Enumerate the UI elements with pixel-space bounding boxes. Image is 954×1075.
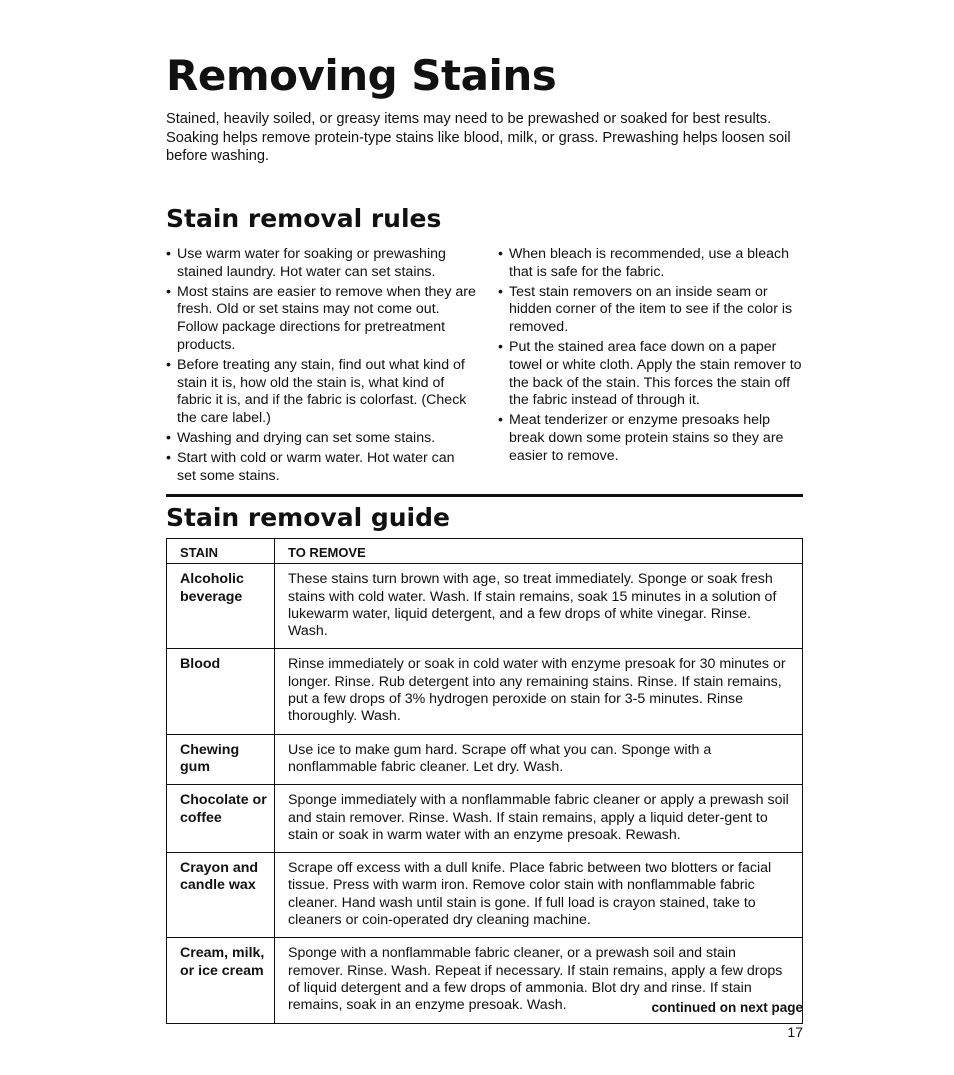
table-row	[167, 853, 803, 938]
table-row	[167, 564, 803, 649]
intro-paragraph: Stained, heavily soiled, or greasy items may need to be prewashed or soaked for best results. Soaking helps remove protein-type stains like blood, milk, or grass. Prewashing helps loosen soil before washing.	[166, 111, 791, 164]
rule-item: • Before treating any stain, find out what kind of stain it is, how old the stain is, what kind of fabric it is, and if the fabric is colorfast. (Check the care label.)	[166, 357, 476, 428]
stain-name: Crayon and candle wax	[167, 853, 275, 938]
stain-instructions: These stains turn brown with age, so treat immediately. Sponge or soak fresh stains with cold water. Wash. If stain remains, soak 15 minutes in a solution of lukewarm water, liquid detergent, and a few drops of white vinegar. Rinse. Wash.	[275, 564, 803, 649]
stain-name: Chocolate or coffee	[167, 785, 275, 853]
page-title: Removing Stains	[166, 51, 557, 100]
table-row	[167, 649, 803, 734]
stain-instructions: Sponge immediately with a nonflammable fabric cleaner or apply a prewash soil and stain remover. Rinse. Wash. If stain remains, apply a liquid deter-gent to stain or soak in warm water with an enzyme presoak. Rewash.	[275, 785, 803, 853]
column-header-stain: STAIN	[167, 539, 275, 564]
stain-name: Blood	[167, 649, 275, 734]
guide-heading: Stain removal guide	[166, 503, 450, 532]
stain-guide-table	[166, 538, 803, 1024]
stain-instructions: Rinse immediately or soak in cold water with enzyme presoak for 30 minutes or longer. Rinse. Rub detergent into any remaining stains. Rinse. If stain remains, put a few drops of 3% hydrogen peroxide on stain for 3-5 minutes. Rinse thoroughly. Wash.	[275, 649, 803, 734]
rule-item: • When bleach is recommended, use a bleach that is safe for the fabric.	[498, 246, 808, 282]
page-number: 17	[787, 1024, 803, 1040]
rules-list-right	[498, 246, 808, 468]
rules-list-left	[166, 246, 476, 487]
column-header-to-remove: TO REMOVE	[275, 539, 803, 564]
section-divider	[166, 494, 803, 497]
rule-item: • Washing and drying can set some stains.	[166, 430, 476, 448]
rule-item: • Most stains are easier to remove when they are fresh. Old or set stains may not come out. Follow package directions for pretreatment products.	[166, 284, 476, 355]
stain-instructions: Sponge with a nonflammable fabric cleaner, or a prewash soil and stain remover. Rinse. Wash. Repeat if necessary. If stain remains, apply a few drops of liquid detergent and a few drops of ammonia. Blot dry and rinse. If stain remains, soak in an enzyme presoak. Wash.	[275, 938, 803, 1023]
rule-item: • Meat tenderizer or enzyme presoaks help break down some protein stains so they are easier to remove.	[498, 412, 808, 465]
rule-item: • Use warm water for soaking or prewashing stained laundry. Hot water can set stains.	[166, 246, 476, 282]
table-row	[167, 785, 803, 853]
stain-name: Alcoholic beverage	[167, 564, 275, 649]
table-row	[167, 734, 803, 785]
stain-instructions: Scrape off excess with a dull knife. Place fabric between two blotters or facial tissue. Press with warm iron. Remove color stain with nonflammable fabric cleaner. Hand wash until stain is gone. If full load is crayon stained, take to cleaners or coin-operated dry cleaning machine.	[275, 853, 803, 938]
stain-instructions: Use ice to make gum hard. Scrape off what you can. Sponge with a nonflammable fabric cleaner. Let dry. Wash.	[275, 734, 803, 785]
rule-item: • Put the stained area face down on a paper towel or white cloth. Apply the stain remover to the back of the stain. This forces the stain off the fabric instead of through it.	[498, 339, 808, 410]
rules-heading: Stain removal rules	[166, 204, 442, 233]
continued-note: continued on next page	[651, 1000, 803, 1015]
table-header-row	[167, 539, 803, 564]
stain-name: Cream, milk, or ice cream	[167, 938, 275, 1023]
stain-name: Chewing gum	[167, 734, 275, 785]
rule-item: • Start with cold or warm water. Hot water can set some stains.	[166, 450, 476, 486]
rule-item: • Test stain removers on an inside seam or hidden corner of the item to see if the color is removed.	[498, 284, 808, 337]
